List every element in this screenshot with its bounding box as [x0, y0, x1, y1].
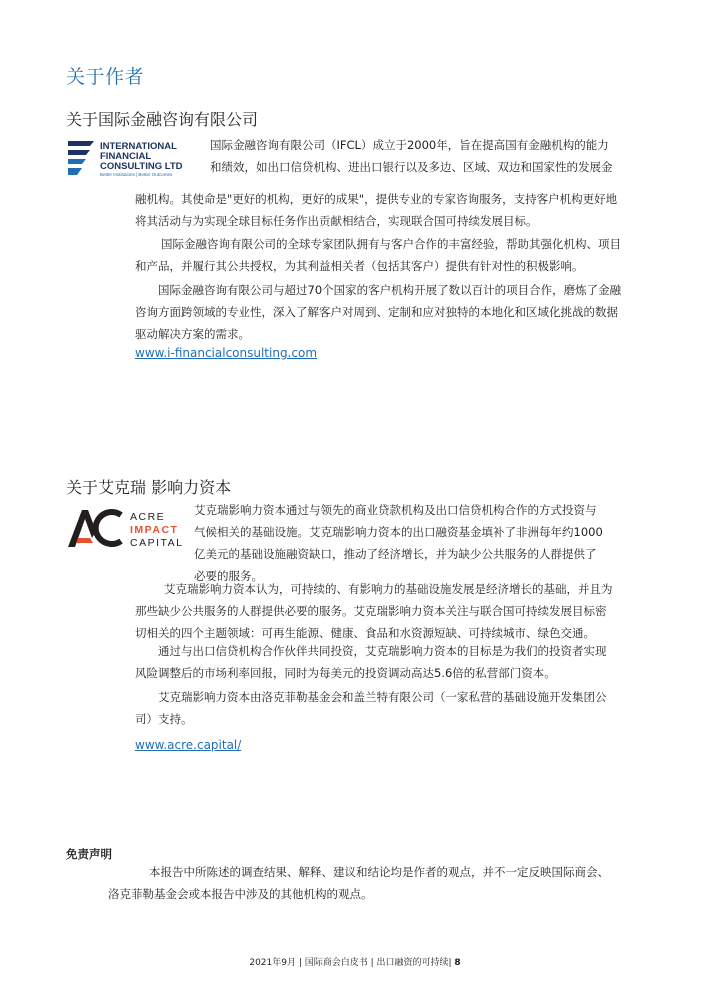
text-line: 司）支持。: [135, 712, 193, 726]
text-line: 本报告中所陈述的调查结果、解释、建议和结论均是作者的观点，并不一定反映国际商会、: [149, 865, 609, 879]
ifcl-logo-line1: INTERNATIONAL: [100, 141, 177, 152]
ifcl-logo-mark-icon: [68, 141, 94, 175]
acre-logo-mark-icon: [68, 510, 121, 547]
text-line: 艾克瑞影响力资本由洛克菲勒基金会和盖兰特有限公司（一家私营的基础设施开发集团公: [158, 690, 607, 704]
ifcl-website-link[interactable]: www.i-financialconsulting.com: [135, 346, 318, 360]
text-line: 气候相关的基础设施。艾克瑞影响力资本的出口融资基金填补了非洲每年约1000: [194, 525, 603, 539]
text-line: 风险调整后的市场利率回报，同时为每美元的投资调动高达5.6倍的私营部门资本。: [135, 666, 556, 680]
acre-logo: [66, 507, 188, 549]
text-line: 艾克瑞影响力资本认为，可持续的、有影响力的基础设施发展是经济增长的基础，并且为: [164, 582, 613, 596]
disclaimer-text: [108, 861, 630, 905]
text-line: 将其活动与为实现全球目标任务作出贡献相结合，实现联合国可持续发展目标。: [135, 214, 538, 228]
acre-paragraph-4: [135, 686, 630, 730]
ifcl-logo: [68, 139, 196, 181]
text-line: 通过与出口信贷机构合作伙伴共同投资，艾克瑞影响力资本的目标是为我们的投资者实现: [158, 644, 607, 658]
text-line: 咨询方面跨领域的专业性，深入了解客户对周到、定制和应对独特的本地化和区域化挑战的数据: [135, 305, 618, 319]
ifcl-paragraph-1-cont: [135, 188, 630, 232]
footer-text: 2021年9月 | 国际商会白皮书 | 出口融资的可持续|: [249, 958, 455, 968]
text-line: 国际金融咨询有限公司的全球专家团队拥有与客户合作的丰富经验，帮助其强化机构、项目: [161, 237, 621, 251]
text-line: 切相关的四个主题领域：可再生能源、健康、食品和水资源短缺、可持续城市、绿色交通。: [135, 626, 595, 640]
ifcl-paragraph-1: [210, 134, 630, 178]
page-title: 关于作者: [66, 66, 145, 88]
acre-logo-line3: CAPITAL: [130, 537, 184, 549]
acre-paragraph-1: [194, 499, 630, 587]
text-line: 和产品，并履行其公共授权，为其利益相关者（包括其客户）提供有针对性的积极影响。: [135, 259, 584, 273]
text-line: 洛克菲勒基金会或本报告中涉及的其他机构的观点。: [108, 887, 373, 901]
text-line: 艾克瑞影响力资本通过与领先的商业贷款机构及出口信贷机构合作的方式投资与: [194, 503, 597, 517]
acre-paragraph-3: [135, 640, 630, 684]
ifcl-logo-line3: CONSULTING LTD: [100, 161, 183, 172]
ifcl-heading: 关于国际金融咨询有限公司: [66, 110, 259, 129]
disclaimer-title: 免责声明: [66, 847, 112, 861]
page-number: 8: [454, 958, 461, 968]
acre-heading: 关于艾克瑞 影响力资本: [66, 478, 232, 497]
text-line: 必要的服务。: [194, 569, 263, 583]
text-line: 那些缺少公共服务的人群提供必要的服务。艾克瑞影响力资本关注与联合国可持续发展目标密: [135, 604, 607, 618]
text-line: 国际金融咨询有限公司与超过70个国家的客户机构开展了数以百计的项目合作，磨炼了金融: [158, 283, 622, 297]
acre-website-link[interactable]: www.acre.capital/: [135, 738, 242, 752]
text-line: 驱动解决方案的需求。: [135, 327, 250, 341]
text-line: 国际金融咨询有限公司（IFCL）成立于2000年，旨在提高国有金融机构的能力: [210, 138, 609, 152]
acre-logo-line2: IMPACT: [130, 524, 179, 536]
ifcl-logo-tagline: Better Institutions | Better Outcomes: [100, 172, 173, 177]
ifcl-paragraph-2: [135, 233, 630, 277]
text-line: 亿美元的基础设施融资缺口，推动了经济增长，并为缺少公共服务的人群提供了: [194, 547, 597, 561]
text-line: 和绩效，如出口信贷机构、进出口银行以及多边、区域、双边和国家性的发展金: [210, 160, 613, 174]
acre-paragraph-2: [135, 578, 630, 644]
text-line: 融机构。其使命是"更好的机构，更好的成果"，提供专业的专家咨询服务，支持客户机构更好地: [135, 192, 618, 206]
ifcl-paragraph-3: [135, 279, 630, 345]
page-footer: [0, 955, 710, 968]
acre-logo-line1: ACRE: [130, 511, 166, 523]
ifcl-logo-line2: FINANCIAL: [100, 151, 152, 162]
